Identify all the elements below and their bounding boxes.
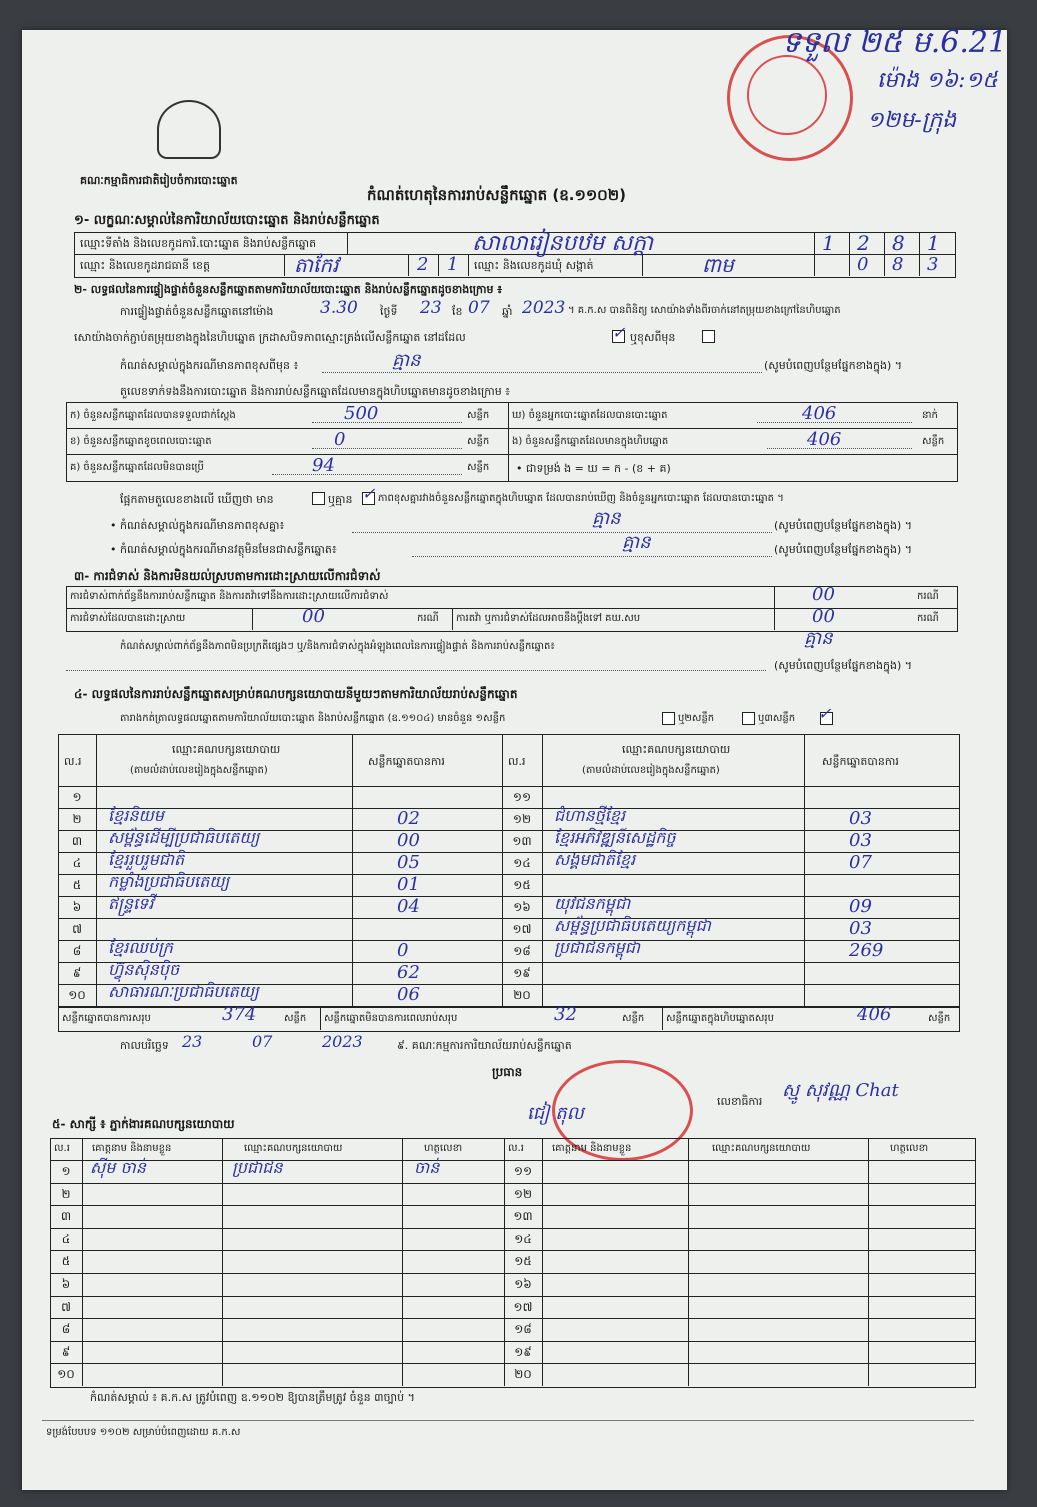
s2-d-label: ឃ) ចំនួនអ្នកបោះឆ្នោតដែលបានបោះឆ្នោត xyxy=(512,410,668,421)
s2-a-label: ក) ចំនួនសន្លឹកឆ្នោតដែលបានទទួលជាក់ស្ដែង xyxy=(70,410,236,421)
s5-col-no-right: ល.រ xyxy=(508,1143,524,1154)
s4-col-votes-left: សន្លឹកឆ្នោតបានការ xyxy=(368,755,445,768)
nec-emblem xyxy=(157,100,221,159)
witness-row-divider xyxy=(50,1205,976,1206)
witness-row-divider xyxy=(50,1250,976,1251)
s1-row2-code-2: 1 xyxy=(447,254,459,275)
results-row-votes: 01 xyxy=(397,874,420,895)
s5-footer: ទម្រង់បែបបទ ១១០២ សម្រាប់បំពេញដោយ គ.ក.ស xyxy=(46,1427,241,1438)
received-stamp-inner xyxy=(747,55,827,135)
s2-c-label: គ) ចំនួនសន្លឹកឆ្នោតដែលមិនបានប្រើ xyxy=(70,462,204,473)
results-row-party: កម្លាំងប្រជាធិបតេយ្យ xyxy=(108,872,230,891)
s1-row1-code-2: 2 xyxy=(857,231,870,255)
s4-intro-c: ឬ៣សន្លឹក xyxy=(758,713,796,724)
s2-line1: ការផ្ទៀងផ្ទាត់ចំនួនសន្លឹកឆ្នោតនៅម៉ោង xyxy=(120,305,274,318)
s3-r2b-value: 00 xyxy=(812,606,835,627)
s1-commune-code-3: 3 xyxy=(927,254,939,275)
witness-row-divider xyxy=(50,1363,976,1364)
witness-row-no: ១៥ xyxy=(514,1254,532,1269)
results-row-party: យុវជនកម្ពុជា xyxy=(554,894,631,913)
s5-witness-party: ប្រជាជន xyxy=(232,1158,283,1177)
results-row-no: ១៥ xyxy=(513,878,531,892)
s2-line4: តួលេខទាក់ទងនឹងការបោះឆ្នោត និងការរាប់សន្លឹកឆ្នោតដែលមានក្នុងហិបឆ្នោតមានដូចខាងក្រោម ៖ xyxy=(120,385,511,398)
results-row-no: ៩ xyxy=(72,966,82,980)
witness-row-no: ២០ xyxy=(514,1367,532,1382)
s2-line2: សោយ៉ាងចាក់ភ្ជាប់តម្រុយខាងក្នុងនៃហិបឆ្នោត ក្រដាសបិទភាពស្មោះត្រង់លើសន្លឹកឆ្នោត នៅដដែល xyxy=(74,331,466,344)
s4-total-box-label: សន្លឹកឆ្នោតក្នុងហិបឆ្នោតសរុប xyxy=(666,1013,774,1024)
s2-same-checkmark-icon: ✓ xyxy=(612,323,626,342)
s4-two-sheet-checkbox[interactable] xyxy=(742,712,755,725)
s1-commune-label: ឈ្មោះ និងលេខកូដឃុំ សង្កាត់ xyxy=(474,259,594,272)
witness-row-no: ៨ xyxy=(61,1322,71,1337)
witness-row-no: ១៧ xyxy=(513,1299,533,1314)
s2-line7-note: (សូមបំពេញបន្ថែមផ្នែកខាងក្នុង) ។ xyxy=(774,543,913,556)
s3-r1-value: 00 xyxy=(812,584,835,605)
results-row-no: ១៧ xyxy=(512,922,532,936)
results-row-party: សង្គមជាតិខ្មែរ xyxy=(554,850,636,869)
top-note-2: ម៉ោង ១៦:១៥ xyxy=(877,68,998,93)
s4-totals-row xyxy=(58,1006,960,1032)
results-row-divider xyxy=(58,808,960,809)
s2-line5: ផ្អែកតាមតួលេខខាងលើ ឃើញថា មាន xyxy=(120,493,274,506)
s2-e-label: ង) ចំនួនសន្លឹកឆ្នោតដែលមានក្នុងហិបឆ្នោត xyxy=(512,436,669,447)
s2-time: 3.30 xyxy=(320,298,358,318)
s4-secretary-label: លេខាធិការ xyxy=(717,1095,763,1108)
s5-col-party-right: ឈ្មោះគណបក្សនយោបាយ xyxy=(712,1143,811,1154)
s2-month-label: ខែ xyxy=(452,305,463,318)
s5-witness-sign: ចាន់ xyxy=(414,1158,440,1177)
s2-year-label: ឆ្នាំ xyxy=(502,305,513,318)
s4-secretary-sign: ស្មូ សុវណ្ណ Chat xyxy=(782,1080,899,1101)
s3-r2-unit: ករណី xyxy=(417,613,439,624)
results-row-no: ១ xyxy=(72,790,82,804)
section5-heading: ៥- សាក្សី ៖ ភ្នាក់ងារគណបក្សនយោបាយ xyxy=(52,1117,235,1131)
s2-e-unit: សន្លឹក xyxy=(922,436,945,447)
s1-commune-value: ពាម xyxy=(702,253,734,277)
s4-total-invalid: 32 xyxy=(554,1004,577,1025)
s2-year: 2023 xyxy=(522,298,566,318)
s2-line3-note: (សូមបំពេញបន្ថែមផ្នែកខាងក្នុង) ។ xyxy=(764,359,903,372)
s3-note: កំណត់សម្គាល់ពាក់ព័ន្ធនឹងភាពមិនប្រក្រតីផ្សេងៗ ឬ/និងការជំទាស់ក្នុងអំឡុងពេលនៃការផ្ទៀងផ្ទាត់ និងការរាប់សន្លឹកឆ្នោត៖ xyxy=(120,641,555,652)
s4-col-votes-right: សន្លឹកឆ្នោតបានការ xyxy=(822,755,899,768)
s5-col-no-left: ល.រ xyxy=(54,1143,70,1154)
witness-row-no: ២ xyxy=(61,1186,71,1201)
s2-line6: • កំណត់សម្គាល់ក្នុងករណីមានភាពខុសគ្នា៖ xyxy=(110,519,285,532)
s4-col-no-left: ល.រ xyxy=(64,755,82,768)
s4-three-sheet-checkmark-icon: ✓ xyxy=(818,704,832,723)
s2-line3: កំណត់សម្គាល់ក្នុងករណីមានភាពខុសពីមុន ៖ xyxy=(120,359,299,372)
witness-row-no: ១៨ xyxy=(514,1322,532,1337)
witness-row-no: ១០ xyxy=(57,1367,75,1382)
s1-row1-code-1: 1 xyxy=(822,231,835,255)
s1-commune-code-1: 0 xyxy=(857,254,869,275)
section2-heading: ២- លទ្ធផលនៃការផ្ទៀងផ្ទាត់ចំនួនសន្លឹកឆ្នោតតាមការិយាល័យបោះឆ្នោត និងរាប់សន្លឹកឆ្នោតដូចខាងក្រោម ៖ xyxy=(74,283,503,296)
results-row-votes: 09 xyxy=(849,896,872,917)
results-row-no: ១២ xyxy=(512,812,532,826)
s4-total-box: 406 xyxy=(857,1004,892,1025)
witness-row-no: ១៦ xyxy=(514,1277,532,1291)
results-row-votes: 03 xyxy=(849,808,872,829)
s1-row2-label: ឈ្មោះ និងលេខកូដរាជធានី ខេត្ត xyxy=(80,259,210,272)
s1-commune-code-2: 8 xyxy=(892,254,904,275)
s4-total-valid-label: សន្លឹកឆ្នោតបានការសរុប xyxy=(62,1013,151,1024)
s1-row2-value: តាកែវ xyxy=(294,253,339,277)
results-row-no: ២ xyxy=(72,812,82,826)
s3-r1-unit: ករណី xyxy=(917,591,939,602)
s2-b-unit: សន្លឹក xyxy=(467,436,490,447)
results-row-party: សម្ព័ន្ធដើម្បីប្រជាធិបតេយ្យ xyxy=(108,828,260,847)
witness-row-no: ៦ xyxy=(61,1277,71,1291)
s4-date-label: កាលបរិច្ឆេទ xyxy=(120,1039,169,1052)
s2-d-unit: នាក់ xyxy=(922,410,938,421)
s3-r2-value: 00 xyxy=(302,606,325,627)
s4-total-invalid-unit: សន្លឹក xyxy=(622,1013,645,1024)
results-row-votes: 0 xyxy=(397,940,409,961)
s4-date-day: 23 xyxy=(182,1032,203,1051)
s2-line1-tail: ។ គ.ក.ស បានពិនិត្យ សោយ៉ាងទាំងពីរចាក់នៅតម្រុយខាងក្រៅនៃហិបឆ្នោត xyxy=(568,305,841,316)
results-row-votes: 03 xyxy=(849,830,872,851)
results-row-no: ១៣ xyxy=(512,834,532,848)
top-note-1: ទទួល ២៥ ម.6.21 xyxy=(782,25,1008,60)
s3-r2b-label: ការតវ៉ា ឬការជំទាស់ដែលអាចនឹងប្ដឹងទៅ គឃ.សប xyxy=(456,613,641,624)
witness-row-no: ១២ xyxy=(513,1186,533,1201)
results-row-no: ៤ xyxy=(72,856,82,870)
s4-one-sheet-checkbox[interactable] xyxy=(662,712,675,725)
s2-line5-b: ឬគ្មាន xyxy=(328,493,353,506)
results-row-party: ខ្មែរនិយម xyxy=(108,806,164,825)
results-row-party: សម្ព័ន្ធប្រជាធិបតេយ្យកម្ពុជា xyxy=(554,916,711,935)
s5-witness-name: ស៊ីម ចាន់ xyxy=(90,1158,146,1177)
s1-row1-value: សាលារៀនបឋម សក្ដា xyxy=(472,231,654,256)
s4-total-valid: 374 xyxy=(222,1004,257,1025)
top-note-3: ១២ម-ក្រុង xyxy=(867,108,957,133)
witness-row-no: ១៣ xyxy=(513,1209,533,1224)
results-row-votes: 269 xyxy=(849,940,884,961)
results-row-no: ១៩ xyxy=(513,966,531,980)
s4-total-invalid-label: សន្លឹកឆ្នោតមិនបានការពេលរាប់សរុប xyxy=(324,1013,458,1024)
s5-col-sign-right: ហត្ថលេខា xyxy=(890,1143,929,1154)
results-row-party: ឥន្ទ្រទេវី xyxy=(108,894,154,913)
results-row-divider xyxy=(58,918,960,919)
results-row-no: ៥ xyxy=(72,878,82,892)
s2-line7-value: គ្មាន xyxy=(622,532,651,553)
results-row-votes: 62 xyxy=(397,962,420,983)
results-row-votes: 04 xyxy=(397,896,420,917)
results-row-divider xyxy=(58,852,960,853)
witness-row-no: ១១ xyxy=(513,1164,533,1178)
witness-row-divider xyxy=(50,1183,976,1184)
results-row-no: ១៦ xyxy=(513,900,531,914)
s2-line7: • កំណត់សម្គាល់ក្នុងករណីមានវត្ថុមិនមែនជាសន្លឹកឆ្នោត៖ xyxy=(110,543,337,556)
form-sheet xyxy=(22,25,1008,1490)
results-row-no: ៦ xyxy=(72,900,82,914)
s4-total-valid-unit: សន្លឹក xyxy=(284,1013,307,1024)
s1-row1-code-4: 1 xyxy=(927,231,940,255)
s5-footnote: កំណត់សម្គាល់ ៖ គ.ក.ស ត្រូវបំពេញ ឧ.១១០២ ឱ្យបានត្រឹមត្រូវ ចំនួន ៣ច្បាប់ ។ xyxy=(90,1391,415,1404)
s2-d-value: 406 xyxy=(802,403,837,424)
s3-fill-note: (សូមបំពេញបន្ថែមផ្នែកខាងក្នុង) ។ xyxy=(774,659,913,672)
s2-day-label: ថ្ងៃទី xyxy=(380,305,398,318)
s2-b-value: 0 xyxy=(334,429,346,450)
s2-formula: • ជាទម្រង់ ង = ឃ = ក - (ខ + គ) xyxy=(516,462,671,475)
s2-changed-checkbox[interactable] xyxy=(702,330,715,343)
results-row-no: ១០ xyxy=(68,988,86,1002)
s3-r2-label: ការជំទាស់ដែលបានដោះស្រាយ xyxy=(70,613,186,624)
results-row-votes: 02 xyxy=(397,808,420,829)
org-name: គណៈកម្មាធិការជាតិរៀបចំការបោះឆ្នោត xyxy=(80,174,238,187)
s3-note-value: គ្មាន xyxy=(804,628,833,649)
s2-a-unit: សន្លឹក xyxy=(467,410,490,421)
witness-row-no: ១ xyxy=(61,1164,71,1178)
witness-row-no: ៥ xyxy=(61,1254,71,1269)
results-row-divider xyxy=(58,896,960,897)
witness-row-no: ៩ xyxy=(61,1344,71,1359)
s1-row1-code-3: 8 xyxy=(892,231,905,255)
results-row-party: សាធារណៈប្រជាធិបតេយ្យ xyxy=(108,982,259,1001)
witness-row-divider xyxy=(50,1341,976,1342)
results-row-party: ខ្មែរអភិវឌ្ឍន៍សេដ្ឋកិច្ច xyxy=(554,828,676,847)
s5-col-name-left: គោត្តនាម និងនាមខ្លួន xyxy=(92,1143,172,1154)
s2-line3-value: គ្មាន xyxy=(392,350,421,371)
s4-chair-sign: ជៀ តុល xyxy=(527,1103,584,1124)
witness-row-no: ១៤ xyxy=(514,1231,532,1246)
s4-total-box-unit: សន្លឹក xyxy=(928,1013,951,1024)
s2-difference-yes-checkbox[interactable] xyxy=(312,492,325,505)
section4-heading: ៤- លទ្ធផលនៃការរាប់សន្លឹកឆ្នោតសម្រាប់គណបក្សនយោបាយនីមួយៗតាមការិយាល័យរាប់សន្លឹកឆ្នោត xyxy=(74,687,518,701)
s2-difference-no-checkmark-icon: ✓ xyxy=(362,484,376,503)
s5-col-sign-left: ហត្ថលេខា xyxy=(424,1143,463,1154)
s2-c-value: 94 xyxy=(312,455,335,476)
results-row-no: ១១ xyxy=(512,790,532,804)
section1-heading: ១- លក្ខណៈសម្គាល់នៃការិយាល័យបោះឆ្នោត និងរាប់សន្លឹកឆ្នោត xyxy=(74,213,380,228)
s4-chair-label: ប្រធាន xyxy=(492,1065,523,1079)
form-title: កំណត់ហេតុនៃការរាប់សន្លឹកឆ្នោត (ឧ.១១០២) xyxy=(367,186,627,204)
witness-row-divider xyxy=(50,1318,976,1319)
s5-col-party-left: ឈ្មោះគណបក្សនយោបាយ xyxy=(244,1143,343,1154)
s4-col-party-sub-right: (តាមលំដាប់លេខរៀងក្នុងសន្លឹកឆ្នោត) xyxy=(582,765,720,776)
results-row-no: ៧ xyxy=(72,922,82,936)
s2-month: 07 xyxy=(468,298,490,318)
s4-intro-b: ឬ២សន្លឹក xyxy=(678,713,715,724)
witness-row-divider xyxy=(50,1273,976,1274)
s4-col-party-left: ឈ្មោះគណបក្សនយោបាយ xyxy=(172,743,281,756)
results-row-votes: 05 xyxy=(397,852,420,873)
results-row-party: ប្រជាជនកម្ពុជា xyxy=(554,938,641,957)
section3-heading: ៣- ការជំទាស់ និងការមិនយល់ស្របតាមការដោះស្រាយលើការជំទាស់ xyxy=(74,569,381,583)
witness-row-no: ៧ xyxy=(61,1299,71,1314)
s4-date-year: 2023 xyxy=(322,1032,363,1051)
s1-row2-code-1: 2 xyxy=(417,254,429,275)
s2-c-unit: សន្លឹក xyxy=(467,462,490,473)
witness-row-no: ៤ xyxy=(61,1231,71,1246)
s2-a-value: 500 xyxy=(344,403,379,424)
s4-sign-org: ៩. គណៈកម្មការការិយាល័យរាប់សន្លឹកឆ្នោត xyxy=(397,1039,572,1052)
results-row-votes: 06 xyxy=(397,984,420,1005)
results-row-no: ១៨ xyxy=(513,944,531,958)
s4-col-party-right: ឈ្មោះគណបក្សនយោបាយ xyxy=(622,743,731,756)
results-row-votes: 00 xyxy=(397,830,420,851)
s2-line3-dots xyxy=(322,372,762,373)
results-row-divider xyxy=(58,962,960,963)
s2-e-value: 406 xyxy=(807,429,842,450)
results-row-party: ជំហានថ្មីខ្មែរ xyxy=(554,806,626,825)
witness-row-divider xyxy=(50,1296,976,1297)
s2-changed-label: ឬខុសពីមុន xyxy=(630,331,676,344)
s3-r2b-unit: ករណី xyxy=(917,613,939,624)
s2-line5-c: ភាពខុសគ្នារវាងចំនួនសន្លឹកឆ្នោតក្នុងហិបឆ្នោត ដែលបានរាប់ឃើញ និងចំនួនអ្នកបោះឆ្នោត ដែលបានបោះឆ្នោត ។ xyxy=(378,493,784,504)
s4-intro: តារាងកត់ត្រាលទ្ធផលឆ្នោតតាមការិយាល័យបោះឆ្នោត និងរាប់សន្លឹកឆ្នោត (ឧ.១១០៤) មានចំនួន ១សន្លឹក xyxy=(120,713,506,724)
s3-r1-label: ការជំទាស់ពាក់ព័ន្ធនឹងការរាប់សន្លឹកឆ្នោត និងការតវ៉ាទៅនឹងការដោះស្រាយលើការជំទាស់ xyxy=(70,591,389,602)
results-row-party: ហ៊្វុនស៊ិនប៉ិច xyxy=(108,960,180,979)
s2-line6-value: គ្មាន xyxy=(592,508,621,529)
results-row-party: ខ្មែររួបរួមជាតិ xyxy=(108,850,185,869)
witness-row-no: ៣ xyxy=(60,1209,72,1224)
witness-row-divider xyxy=(50,1228,976,1229)
s2-day: 23 xyxy=(420,298,442,318)
s2-line6-note: (សូមបំពេញបន្ថែមផ្នែកខាងក្នុង) ។ xyxy=(774,519,913,532)
s5-col-name-right: គោត្តនាម និងនាមខ្លួន xyxy=(552,1143,632,1154)
results-row-no: ១៤ xyxy=(513,856,531,870)
s4-date-month: 07 xyxy=(252,1032,273,1051)
results-row-no: ២០ xyxy=(513,988,531,1002)
results-row-no: ៨ xyxy=(72,944,82,958)
s2-b-label: ខ) ចំនួនសន្លឹកឆ្នោតខូចពេលបោះឆ្នោត xyxy=(70,436,212,447)
results-row-no: ៣ xyxy=(71,834,83,848)
s4-col-party-sub-left: (តាមលំដាប់លេខរៀងក្នុងសន្លឹកឆ្នោត) xyxy=(130,765,268,776)
results-row-votes: 07 xyxy=(849,852,872,873)
results-row-divider xyxy=(58,940,960,941)
results-row-votes: 03 xyxy=(849,918,872,939)
s4-col-no-right: ល.រ xyxy=(508,755,526,768)
witness-row-no: ១៩ xyxy=(514,1344,532,1359)
results-row-party: ខ្មែរឈប់ក្រ xyxy=(108,938,173,957)
s1-row1-label: ឈ្មោះទីតាំង និងលេខកូដការិ.បោះឆ្នោត និងរាប់សន្លឹកឆ្នោត xyxy=(80,237,317,250)
